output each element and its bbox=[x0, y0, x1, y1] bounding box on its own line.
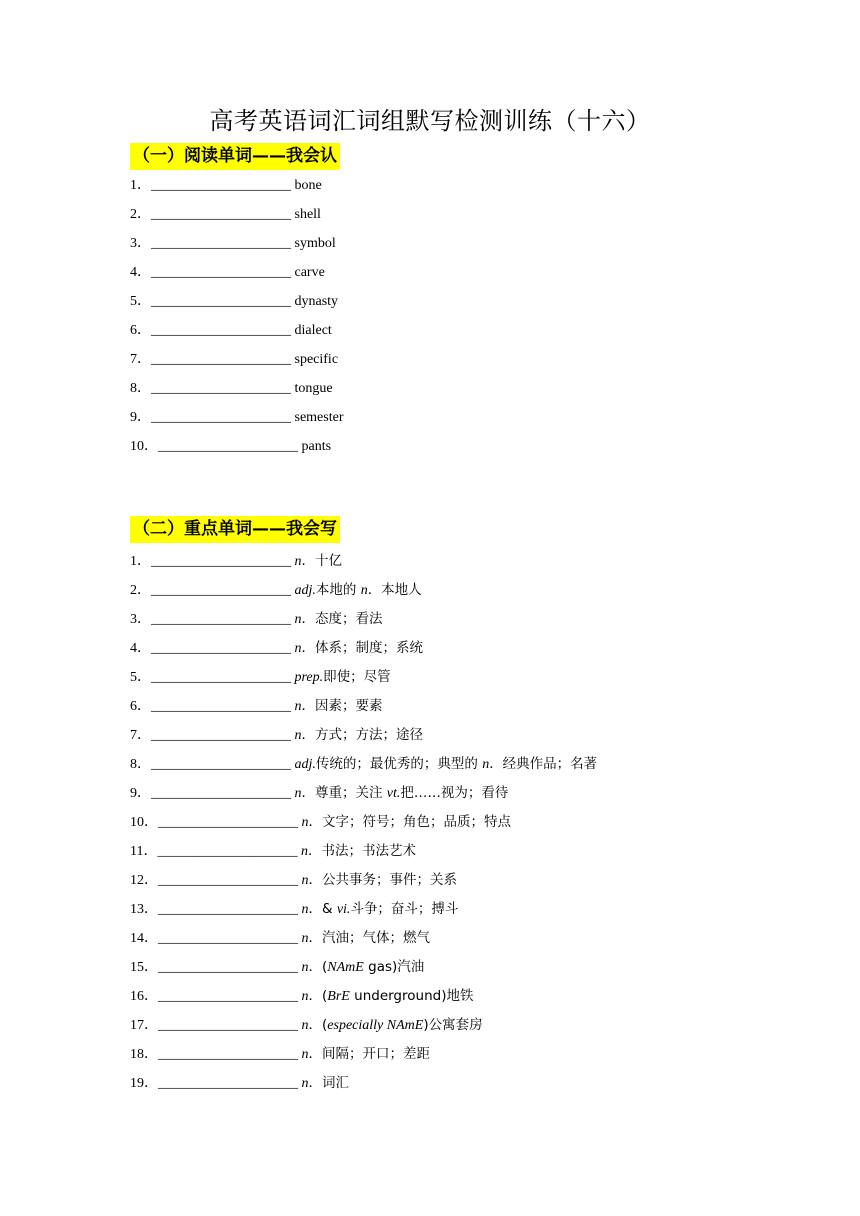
writing-word-item bbox=[130, 924, 597, 953]
english-word: dialect bbox=[294, 323, 332, 338]
item-number: 10． bbox=[130, 815, 158, 830]
english-word: specific bbox=[294, 352, 339, 367]
answer-blank[interactable]: ____________________ bbox=[158, 1076, 298, 1091]
writing-word-item bbox=[130, 837, 597, 866]
writing-word-list bbox=[130, 547, 597, 1098]
reading-word-item bbox=[130, 200, 343, 229]
chinese-meaning: n．态度；看法 bbox=[294, 611, 383, 627]
english-word: semester bbox=[294, 410, 344, 425]
chinese-meaning: n．书法；书法艺术 bbox=[300, 843, 416, 859]
item-number: 10． bbox=[130, 439, 158, 454]
english-word: symbol bbox=[294, 236, 336, 251]
answer-blank[interactable]: ____________________ bbox=[151, 699, 291, 714]
writing-word-item bbox=[130, 634, 597, 663]
answer-blank[interactable]: ____________________ bbox=[158, 873, 298, 888]
writing-word-item bbox=[130, 953, 597, 982]
item-number: 5． bbox=[130, 294, 151, 309]
writing-word-item bbox=[130, 605, 597, 634]
reading-word-item bbox=[130, 316, 343, 345]
item-number: 6． bbox=[130, 699, 151, 714]
chinese-meaning: n．词汇 bbox=[301, 1075, 349, 1091]
item-number: 11． bbox=[130, 844, 158, 859]
item-number: 9． bbox=[130, 410, 151, 425]
writing-word-item bbox=[130, 576, 597, 605]
item-number: 16． bbox=[130, 989, 158, 1004]
reading-word-item bbox=[130, 374, 343, 403]
writing-word-item bbox=[130, 866, 597, 895]
chinese-meaning: n．& vi.斗争；奋斗；搏斗 bbox=[301, 901, 459, 917]
answer-blank[interactable]: ____________________ bbox=[151, 641, 291, 656]
item-number: 9． bbox=[130, 786, 151, 801]
item-number: 8． bbox=[130, 381, 151, 396]
answer-blank[interactable]: ____________________ bbox=[151, 352, 291, 367]
chinese-meaning: adj.传统的；最优秀的；典型的 n．经典作品；名著 bbox=[294, 756, 598, 772]
reading-word-item bbox=[130, 403, 343, 432]
item-number: 5． bbox=[130, 670, 151, 685]
answer-blank[interactable]: ____________________ bbox=[151, 786, 291, 801]
answer-blank[interactable]: ____________________ bbox=[158, 960, 298, 975]
writing-word-item bbox=[130, 692, 597, 721]
answer-blank[interactable]: ____________________ bbox=[158, 1047, 298, 1062]
answer-blank[interactable]: ____________________ bbox=[157, 844, 298, 859]
answer-blank[interactable]: ____________________ bbox=[151, 554, 291, 569]
item-number: 1． bbox=[130, 178, 151, 193]
answer-blank[interactable]: ____________________ bbox=[151, 583, 291, 598]
item-number: 7． bbox=[130, 728, 151, 743]
writing-word-item bbox=[130, 1040, 597, 1069]
item-number: 1． bbox=[130, 554, 151, 569]
reading-word-item bbox=[130, 229, 343, 258]
chinese-meaning: n．尊重；关注 vt.把……视为；看待 bbox=[294, 785, 509, 801]
chinese-meaning: n．汽油；气体；燃气 bbox=[301, 930, 430, 946]
writing-word-item bbox=[130, 750, 597, 779]
section-heading-reading: （一）阅读单词——我会认 bbox=[130, 143, 340, 170]
english-word: bone bbox=[294, 178, 322, 193]
english-word: pants bbox=[301, 439, 332, 454]
item-number: 12． bbox=[130, 873, 158, 888]
item-number: 3． bbox=[130, 236, 151, 251]
chinese-meaning: n．间隔；开口；差距 bbox=[301, 1046, 430, 1062]
answer-blank[interactable]: ____________________ bbox=[158, 931, 298, 946]
item-number: 13． bbox=[130, 902, 158, 917]
writing-word-item bbox=[130, 808, 597, 837]
answer-blank[interactable]: ____________________ bbox=[151, 410, 291, 425]
chinese-meaning: n．十亿 bbox=[294, 553, 342, 569]
chinese-meaning: n．公共事务；事件；关系 bbox=[301, 872, 457, 888]
english-word: tongue bbox=[294, 381, 333, 396]
item-number: 15． bbox=[130, 960, 158, 975]
english-word: shell bbox=[294, 207, 321, 222]
chinese-meaning: adj.本地的 n．本地人 bbox=[294, 582, 422, 598]
chinese-meaning: prep.即使；尽管 bbox=[294, 669, 391, 685]
answer-blank[interactable]: ____________________ bbox=[158, 815, 298, 830]
chinese-meaning: n．文字；符号；角色；品质；特点 bbox=[301, 814, 511, 830]
item-number: 8． bbox=[130, 757, 151, 772]
page-title: 高考英语词汇词组默写检测训练（十六） bbox=[209, 107, 651, 135]
answer-blank[interactable]: ____________________ bbox=[151, 381, 291, 396]
item-number: 18． bbox=[130, 1047, 158, 1062]
reading-word-item bbox=[130, 432, 343, 461]
answer-blank[interactable]: ____________________ bbox=[158, 1018, 298, 1033]
answer-blank[interactable]: ____________________ bbox=[158, 902, 298, 917]
chinese-meaning: n．因素；要素 bbox=[294, 698, 383, 714]
item-number: 2． bbox=[130, 207, 151, 222]
writing-word-item bbox=[130, 779, 597, 808]
writing-word-item bbox=[130, 1011, 597, 1040]
answer-blank[interactable]: ____________________ bbox=[158, 439, 298, 454]
answer-blank[interactable]: ____________________ bbox=[151, 670, 291, 685]
answer-blank[interactable]: ____________________ bbox=[151, 757, 291, 772]
writing-word-item bbox=[130, 895, 597, 924]
english-word: dynasty bbox=[294, 294, 339, 309]
item-number: 4． bbox=[130, 265, 151, 280]
item-number: 6． bbox=[130, 323, 151, 338]
answer-blank[interactable]: ____________________ bbox=[158, 989, 298, 1004]
item-number: 4． bbox=[130, 641, 151, 656]
answer-blank[interactable]: ____________________ bbox=[151, 323, 291, 338]
answer-blank[interactable]: ____________________ bbox=[151, 236, 291, 251]
reading-word-item bbox=[130, 287, 343, 316]
answer-blank[interactable]: ____________________ bbox=[151, 207, 291, 222]
answer-blank[interactable]: ____________________ bbox=[151, 265, 291, 280]
writing-word-item bbox=[130, 663, 597, 692]
item-number: 3． bbox=[130, 612, 151, 627]
chinese-meaning: n．(BrE underground)地铁 bbox=[301, 988, 474, 1004]
answer-blank[interactable]: ____________________ bbox=[151, 294, 291, 309]
item-number: 14． bbox=[130, 931, 158, 946]
item-number: 17． bbox=[130, 1018, 158, 1033]
chinese-meaning: n．体系；制度；系统 bbox=[294, 640, 423, 656]
answer-blank[interactable]: ____________________ bbox=[151, 178, 291, 193]
answer-blank[interactable]: ____________________ bbox=[151, 612, 291, 627]
writing-word-item bbox=[130, 547, 597, 576]
chinese-meaning: n．(especially NAmE)公寓套房 bbox=[301, 1017, 483, 1033]
reading-word-list bbox=[130, 171, 343, 461]
reading-word-item bbox=[130, 258, 343, 287]
writing-word-item bbox=[130, 1069, 597, 1098]
chinese-meaning: n．(NAmE gas)汽油 bbox=[301, 959, 425, 975]
item-number: 19． bbox=[130, 1076, 158, 1091]
item-number: 7． bbox=[130, 352, 151, 367]
answer-blank[interactable]: ____________________ bbox=[151, 728, 291, 743]
chinese-meaning: n．方式；方法；途径 bbox=[294, 727, 423, 743]
item-number: 2． bbox=[130, 583, 151, 598]
writing-word-item bbox=[130, 721, 597, 750]
writing-word-item bbox=[130, 982, 597, 1011]
reading-word-item bbox=[130, 345, 343, 374]
english-word: carve bbox=[294, 265, 325, 280]
reading-word-item bbox=[130, 171, 343, 200]
section-heading-writing: （二）重点单词——我会写 bbox=[130, 516, 340, 543]
